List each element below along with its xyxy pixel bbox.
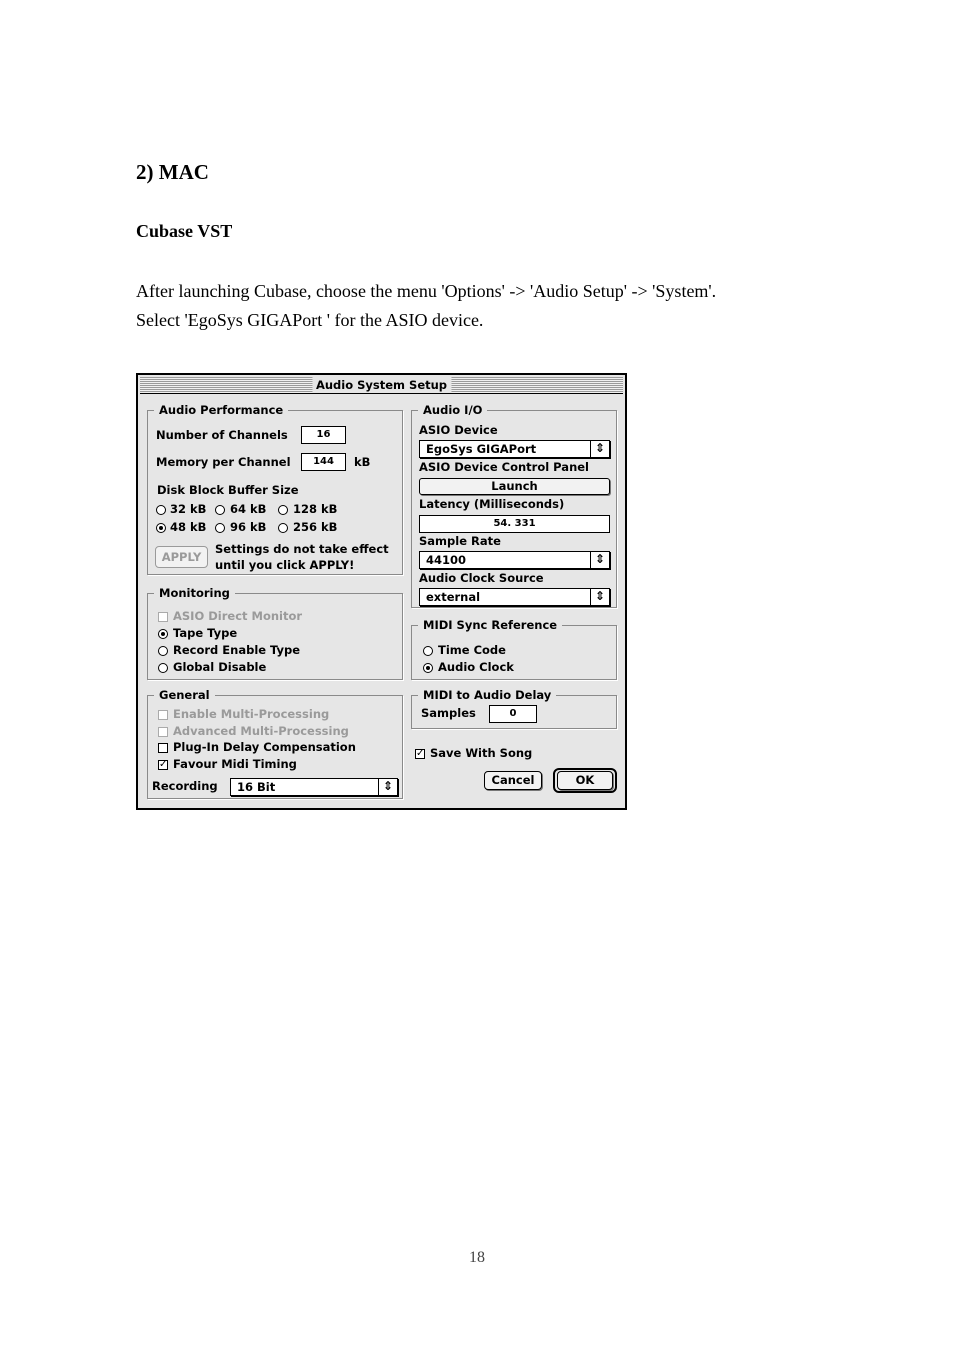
radio-label: 64 kB bbox=[230, 502, 267, 516]
asio-device-select[interactable] bbox=[419, 440, 610, 458]
channels-label: Number of Channels bbox=[156, 428, 288, 442]
asio-device-value: EgoSys GIGAPort bbox=[426, 442, 537, 456]
chevron-updown-icon: ⇕ bbox=[590, 441, 609, 457]
plugin-delay-checkbox[interactable] bbox=[158, 743, 168, 753]
direct-monitor-checkbox[interactable] bbox=[158, 612, 168, 622]
radio-label: Audio Clock bbox=[438, 660, 514, 674]
audio-system-setup-dialog bbox=[136, 373, 627, 810]
radio-label: 128 kB bbox=[293, 502, 338, 516]
radio-256kb[interactable] bbox=[278, 523, 288, 533]
paragraph-line: Select 'EgoSys GIGAPort ' for the ASIO device. bbox=[136, 310, 484, 330]
radio-label: Time Code bbox=[438, 643, 506, 657]
sample-rate-label: Sample Rate bbox=[419, 534, 501, 548]
radio-label: Tape Type bbox=[173, 626, 238, 640]
asio-device-label: ASIO Device bbox=[419, 423, 498, 437]
radio-32kb[interactable] bbox=[156, 505, 166, 515]
paragraph-line: After launching Cubase, choose the menu 'Options' -> 'Audio Setup' -> 'System'. bbox=[136, 281, 717, 301]
page-number: 18 bbox=[469, 1249, 485, 1266]
midi-delay-group bbox=[411, 688, 617, 729]
plugin-delay-label: Plug-In Delay Compensation bbox=[173, 740, 356, 754]
direct-monitor-label: ASIO Direct Monitor bbox=[173, 609, 303, 623]
group-legend: MIDI to Audio Delay bbox=[418, 687, 556, 703]
latency-label: Latency (Milliseconds) bbox=[419, 497, 565, 511]
advanced-multi-checkbox[interactable] bbox=[158, 727, 168, 737]
sample-rate-select[interactable] bbox=[419, 551, 610, 569]
subsection-heading: Cubase VST bbox=[136, 221, 233, 241]
section-heading: 2) MAC bbox=[136, 160, 209, 184]
samples-field[interactable]: 0 bbox=[489, 705, 537, 723]
save-with-song-label: Save With Song bbox=[430, 746, 533, 760]
clock-source-value: external bbox=[426, 590, 481, 604]
radio-time-code[interactable] bbox=[423, 646, 433, 656]
apply-note-line: until you click APPLY! bbox=[215, 558, 355, 572]
monitoring-group bbox=[147, 586, 403, 680]
radio-record-enable-type[interactable] bbox=[158, 646, 168, 656]
general-group bbox=[147, 688, 403, 799]
radio-audio-clock[interactable] bbox=[423, 663, 433, 673]
multi-processing-checkbox[interactable] bbox=[158, 710, 168, 720]
cancel-button[interactable]: Cancel bbox=[484, 771, 542, 790]
midi-sync-group bbox=[411, 618, 617, 680]
apply-note-line: Settings do not take effect bbox=[215, 542, 389, 556]
radio-label: Record Enable Type bbox=[173, 643, 301, 657]
radio-48kb[interactable] bbox=[156, 523, 166, 533]
radio-label: 48 kB bbox=[170, 520, 207, 534]
title-bar[interactable] bbox=[140, 377, 623, 394]
save-with-song-checkbox[interactable]: ✓ bbox=[416, 748, 425, 759]
chevron-updown-icon: ⇕ bbox=[590, 589, 609, 605]
audio-io-group bbox=[411, 403, 617, 608]
recording-select[interactable] bbox=[230, 778, 398, 796]
latency-field: 54. 331 bbox=[419, 515, 610, 533]
radio-64kb[interactable] bbox=[215, 505, 225, 515]
dialog-title: Audio System Setup bbox=[312, 377, 451, 393]
group-legend: Audio Performance bbox=[154, 402, 288, 418]
clock-source-select[interactable] bbox=[419, 588, 610, 606]
memory-field[interactable]: 144 bbox=[301, 453, 346, 471]
radio-label: 32 kB bbox=[170, 502, 207, 516]
chevron-updown-icon: ⇕ bbox=[590, 552, 609, 568]
apply-button[interactable]: APPLY bbox=[155, 546, 208, 568]
instructions-paragraph bbox=[136, 277, 716, 335]
radio-96kb[interactable] bbox=[215, 523, 225, 533]
samples-label: Samples bbox=[421, 706, 476, 720]
favour-midi-label: Favour Midi Timing bbox=[173, 757, 297, 771]
channels-field[interactable]: 16 bbox=[301, 426, 346, 444]
group-legend: General bbox=[154, 687, 215, 703]
clock-source-label: Audio Clock Source bbox=[419, 571, 544, 585]
audio-performance-group bbox=[147, 403, 403, 575]
radio-label: Global Disable bbox=[173, 660, 267, 674]
favour-midi-checkbox[interactable]: ✓ bbox=[159, 759, 168, 770]
group-legend: Audio I/O bbox=[418, 402, 487, 418]
recording-label: Recording bbox=[152, 779, 218, 793]
radio-128kb[interactable] bbox=[278, 505, 288, 515]
sample-rate-value: 44100 bbox=[426, 553, 467, 567]
advanced-multi-label: Advanced Multi-Processing bbox=[173, 724, 349, 738]
recording-value: 16 Bit bbox=[237, 780, 276, 794]
memory-unit: kB bbox=[354, 455, 371, 469]
memory-label: Memory per Channel bbox=[156, 455, 291, 469]
launch-button[interactable]: Launch bbox=[419, 478, 610, 495]
disk-buffer-label: Disk Block Buffer Size bbox=[157, 483, 299, 497]
group-legend: MIDI Sync Reference bbox=[418, 617, 562, 633]
chevron-updown-icon: ⇕ bbox=[378, 779, 397, 795]
multi-processing-label: Enable Multi-Processing bbox=[173, 707, 330, 721]
ok-button[interactable]: OK bbox=[557, 771, 613, 790]
radio-label: 256 kB bbox=[293, 520, 338, 534]
group-legend: Monitoring bbox=[154, 585, 235, 601]
control-panel-label: ASIO Device Control Panel bbox=[419, 460, 589, 474]
radio-tape-type[interactable] bbox=[158, 629, 168, 639]
radio-label: 96 kB bbox=[230, 520, 267, 534]
radio-global-disable[interactable] bbox=[158, 663, 168, 673]
